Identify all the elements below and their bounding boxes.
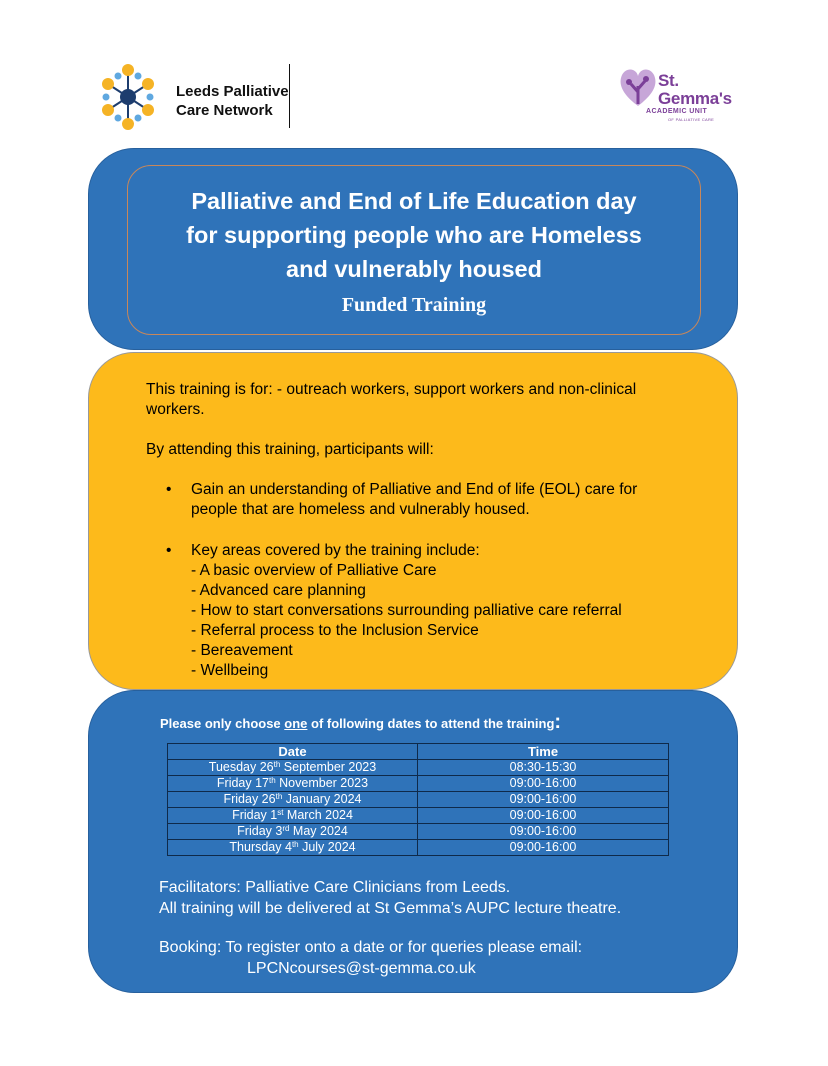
outcomes-intro: By attending this training, participants will: [146,441,434,458]
schedule-panel [88,690,738,993]
list-item [146,541,706,681]
date-cell: Friday 3rd May 2024 [168,824,418,840]
table-row [168,776,669,792]
outcomes-list [146,480,706,681]
course-info [159,877,621,979]
date-cell: Friday 17th November 2023 [168,776,418,792]
audience-text [146,380,706,420]
booking-text: Booking: To register onto a date or for queries please email: [159,939,583,956]
booking-email-link[interactable]: LPCNcourses@st-gemma.co.uk [247,960,476,977]
facilitators-text: Facilitators: Palliative Care Clinicians from Leeds. [159,879,511,896]
dates-table [167,743,669,856]
lpcn-name [176,82,289,120]
date-cell: Friday 26th January 2024 [168,792,418,808]
dates-intro-before: Please only choose [160,716,285,731]
st-gemmas-logo [616,64,740,124]
dates-intro [160,711,561,734]
title-box [127,165,701,335]
table-row [168,808,669,824]
lpcn-name-line1: Leeds Palliative [176,83,289,100]
audience-line-2: workers. [146,401,205,418]
time-cell: 08:30-15:30 [418,760,669,776]
key-areas-list [191,561,706,681]
details-content [146,380,706,681]
page-title [128,184,700,286]
time-cell: 09:00-16:00 [418,840,669,856]
lpcn-name-line2: Care Network [176,102,273,119]
network-icon [100,62,170,132]
audience-line-1: This training is for: - outreach workers, support workers and non-clinical [146,381,637,398]
key-area-item: - Referral process to the Inclusion Service [191,622,479,639]
table-row [168,840,669,856]
logo-divider [289,64,290,128]
dates-intro-colon: : [554,711,562,733]
dates-intro-after: of following dates to attend the training [307,716,555,731]
time-cell: 09:00-16:00 [418,808,669,824]
title-line-2: for supporting people who are Homeless [186,222,642,248]
time-column-header: Time [418,744,669,760]
list-item [146,480,706,520]
date-column-header: Date [168,744,418,760]
time-cell: 09:00-16:00 [418,776,669,792]
date-cell: Thursday 4th July 2024 [168,840,418,856]
key-areas-heading: • Key areas covered by the training include: [191,542,480,559]
title-line-3: and vulnerably housed [286,256,542,282]
table-row [168,824,669,840]
date-cell: Friday 1st March 2024 [168,808,418,824]
st-gemmas-line1: St. [658,71,679,90]
st-gemmas-subtitle: OF PALLIATIVE CARE [668,117,715,122]
funded-training-label: Funded Training [341,294,487,316]
time-cell: 09:00-16:00 [418,792,669,808]
venue-text: All training will be delivered at St Gemma’s AUPC lecture theatre. [159,900,622,917]
details-panel [88,352,738,690]
date-cell: Tuesday 26th September 2023 [168,760,418,776]
title-panel [88,148,738,350]
key-area-item: - Wellbeing [191,662,269,679]
time-cell: 09:00-16:00 [418,824,669,840]
key-area-item: - Advanced care planning [191,582,366,599]
key-area-item: - A basic overview of Palliative Care [191,562,437,579]
dates-intro-emphasis: one [284,716,308,731]
table-row [168,792,669,808]
bullet1-line-1: Gain an understanding of Palliative and End of life (EOL) care for [191,481,638,498]
lpcn-logo [100,62,300,132]
st-gemmas-unit: ACADEMIC UNIT [646,108,708,115]
title-line-1: Palliative and End of Life Education day [191,188,637,214]
key-area-item: - Bereavement [191,642,293,659]
bullet1-line-2: people that are homeless and vulnerably housed. [191,501,530,518]
key-area-item: - How to start conversations surrounding palliative care referral [191,602,622,619]
st-gemmas-name [658,72,732,108]
table-row [168,760,669,776]
table-header-row [168,744,669,760]
st-gemmas-line2: Gemma's [658,89,732,108]
